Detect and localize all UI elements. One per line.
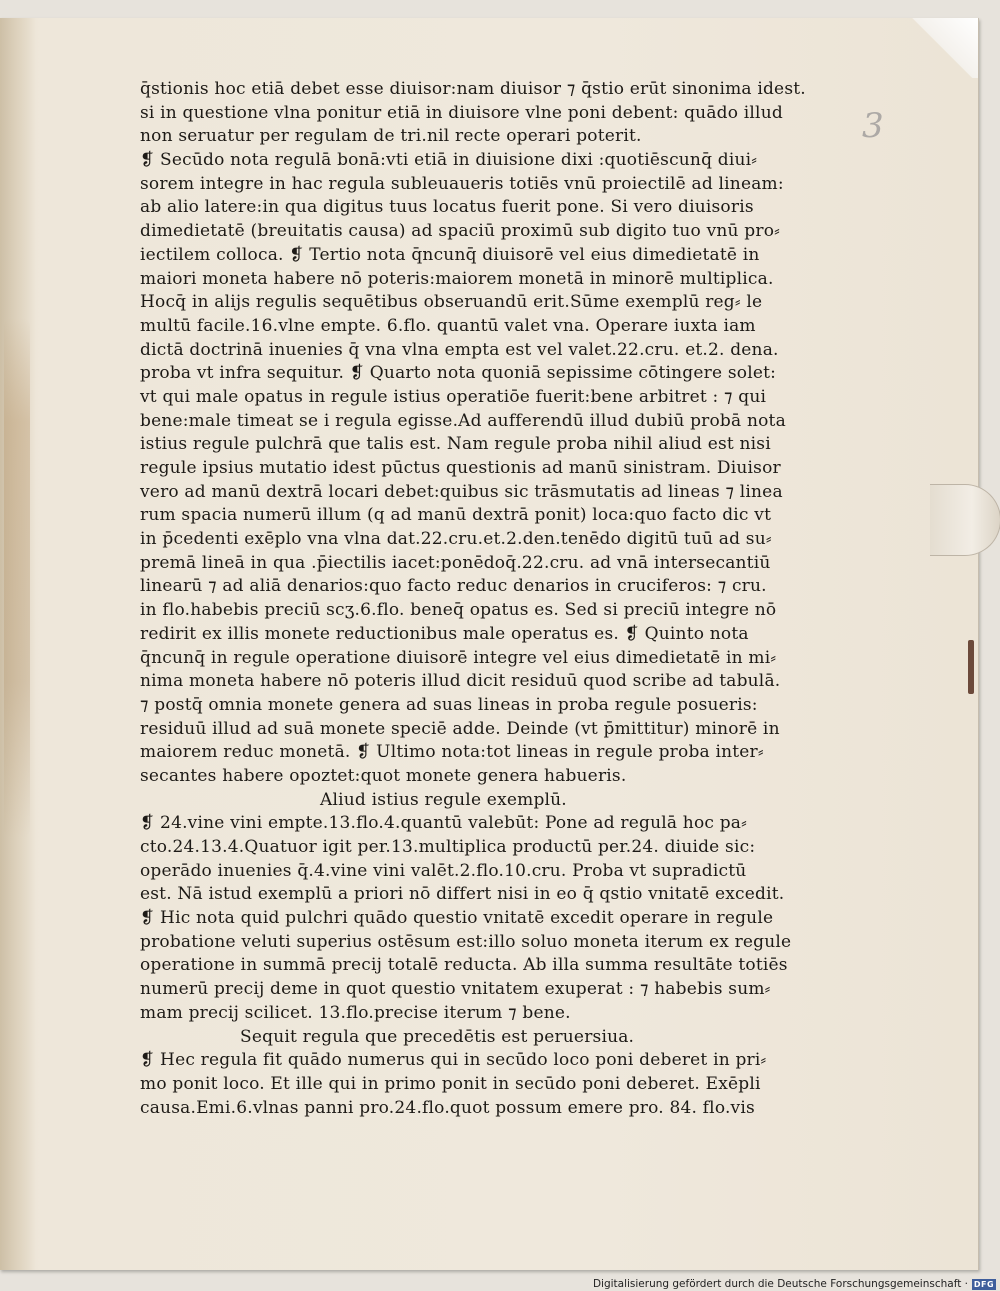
- text-line: dimedietatē (breuitatis causa) ad spaciū proximū sub digito tuo vnū pro⸗: [140, 221, 781, 242]
- fold-stain: [4, 318, 30, 838]
- text-line: causa.Emi.6.vlnas panni pro.24.flo.quot possum emere pro. 84. flo.vis: [140, 1097, 755, 1118]
- text-line: ⁊ postq̄ omnia monete genera ad suas lineas in proba regule posueris:: [140, 694, 758, 715]
- text-line: q̄ncunq̄ in regule operatione diuisorē integre vel eius dimedietatē in mi⸗: [140, 647, 777, 668]
- text-line: iectilem colloca. ❡ Tertio nota q̄ncunq̄ diuisorē vel eius dimedietatē in: [140, 244, 760, 265]
- text-line: probatione veluti superius ostēsum est:illo soluo moneta iterum ex regule: [140, 931, 792, 952]
- text-line: bene:male timeat se i regula egisse.Ad aufferendū illud dubiū probā nota: [140, 410, 786, 431]
- dfg-logo-icon: DFG: [973, 1280, 995, 1289]
- text-line: cto.24.13.4.Quatuor igit per.13.multiplica productū per.24. diuide sic:: [140, 837, 756, 857]
- text-line: operādo inuenies q̄.4.vine vini valēt.2.flo.10.cru. Proba vt supradictū: [140, 860, 747, 881]
- text-line: ❡ 24.vine vini empte.13.flo.4.quantū valebūt: Pone ad regulā hoc pa⸗: [140, 813, 747, 834]
- folio-number: 3: [862, 106, 884, 146]
- section-heading: Sequit regula que precedētis est peruersiua.: [240, 1026, 635, 1047]
- text-line: q̄stionis hoc etiā debet esse diuisor:nam diuisor ⁊ q̄stio erūt sinonima idest.: [140, 79, 806, 99]
- text-line: proba vt infra sequitur. ❡ Quarto nota quoniā sepissime cōtingere solet:: [140, 363, 777, 384]
- text-line: in p̄cedenti exēplo vna vlna dat.22.cru.et.2.den.tenēdo digitū tuū ad su⸗: [140, 529, 772, 550]
- book-page: [0, 18, 979, 1270]
- text-line: maiorem reduc monetā. ❡ Ultimo nota:tot lineas in regule proba inter⸗: [140, 742, 764, 763]
- text-line: rum spacia numerū illum (q ad manū dextrā ponit) loca:quo facto dic vt: [140, 505, 772, 526]
- footer-credit: Digitalisierung gefördert durch die Deutsche Forschungsgemeinschaft ·: [592, 1278, 968, 1290]
- text-line: ❡ Hec regula fit quādo numerus qui in secūdo loco poni deberet in pri⸗: [140, 1050, 767, 1071]
- text-line: vt qui male opatus in regule istius operatiōe fuerit:bene arbitret : ⁊ qui: [140, 386, 767, 407]
- paper-tab: [930, 484, 1000, 556]
- text-line: ab alio latere:in qua digitus tuus locatus fuerit pone. Si vero diuisoris: [140, 197, 754, 218]
- text-line: ❡ Secūdo nota regulā bonā:vti etiā in diuisione dixi :quotiēscunq̄ diui⸗: [140, 150, 758, 171]
- text-line: nima moneta habere nō poteris illud dicit residuū quod scribe ad tabulā.: [140, 671, 781, 692]
- text-line: residuū illud ad suā monete speciē adde. Deinde (vt p̄mittitur) minorē in: [140, 718, 780, 739]
- text-line: dictā doctrinā inuenies q̄ vna vlna empta est vel valet.22.cru. et.2. dena.: [140, 339, 779, 360]
- text-line: ❡ Hic nota quid pulchri quādo questio vnitatē excedit operare in regule: [140, 908, 774, 929]
- text-line: secantes habere opoztet:quot monete genera habueris.: [140, 765, 627, 786]
- text-line: Hocq̄ in alijs regulis sequētibus obseruandū erit.Sūme exemplū reg⸗ le: [140, 292, 763, 313]
- text-line: multū facile.16.vlne empte. 6.flo. quantū valet vna. Operare iuxta iam: [140, 315, 756, 336]
- text-line: operatione in summā precij totalē reducta. Ab illa summa resultāte totiēs: [140, 955, 788, 976]
- text-line: regule ipsius mutatio idest pūctus questionis ad manū sinistram. Diuisor: [140, 458, 781, 478]
- folded-corner: [908, 18, 978, 78]
- text-line: non seruatur per regulam de tri.nil recte operari poterit.: [140, 126, 642, 147]
- text-line: sorem integre in hac regula subleuaueris totiēs vnū proiectilē ad lineam:: [140, 173, 784, 194]
- section-heading: Aliud istius regule exemplū.: [320, 789, 567, 810]
- text-line: est. Nā istud exemplū a priori nō differt nisi in eo q̄ qstio vnitatē excedit.: [140, 884, 785, 905]
- text-line: si in questione vlna ponitur etiā in diuisore vlne poni debent: quādo illud: [140, 102, 783, 123]
- footer-bar: [0, 1278, 1000, 1291]
- page-body-text: [140, 78, 910, 1120]
- text-line: vero ad manū dextrā locari debet:quibus sic trāsmutatis ad lineas ⁊ linea: [140, 481, 783, 502]
- edge-mark: [968, 640, 974, 694]
- text-line: linearū ⁊ ad aliā denarios:quo facto reduc denarios in cruciferos: ⁊ cru.: [140, 576, 767, 597]
- text-line: in flo.habebis preciū scʒ.6.flo. beneq̄ opatus es. Sed si preciū integre nō: [140, 600, 777, 621]
- text-line: istius regule pulchrā que talis est. Nam regule proba nihil aliud est nisi: [140, 434, 771, 455]
- text-line: maiori moneta habere nō poteris:maiorem monetā in minorē multiplica.: [140, 268, 774, 289]
- text-line: premā lineā in qua .p̄iectilis iacet:ponēdoq̄.22.cru. ad vnā intersecantiū: [140, 552, 771, 573]
- text-line: numerū precij deme in quot questio vnitatem exuperat : ⁊ habebis sum⸗: [140, 979, 771, 1000]
- text-line: mo ponit loco. Et ille qui in primo ponit in secūdo poni deberet. Exēpli: [140, 1073, 761, 1094]
- text-line: mam precij scilicet. 13.flo.precise iterum ⁊ bene.: [140, 1002, 571, 1023]
- text-line: redirit ex illis monete reductionibus male operatus es. ❡ Quinto nota: [140, 623, 749, 644]
